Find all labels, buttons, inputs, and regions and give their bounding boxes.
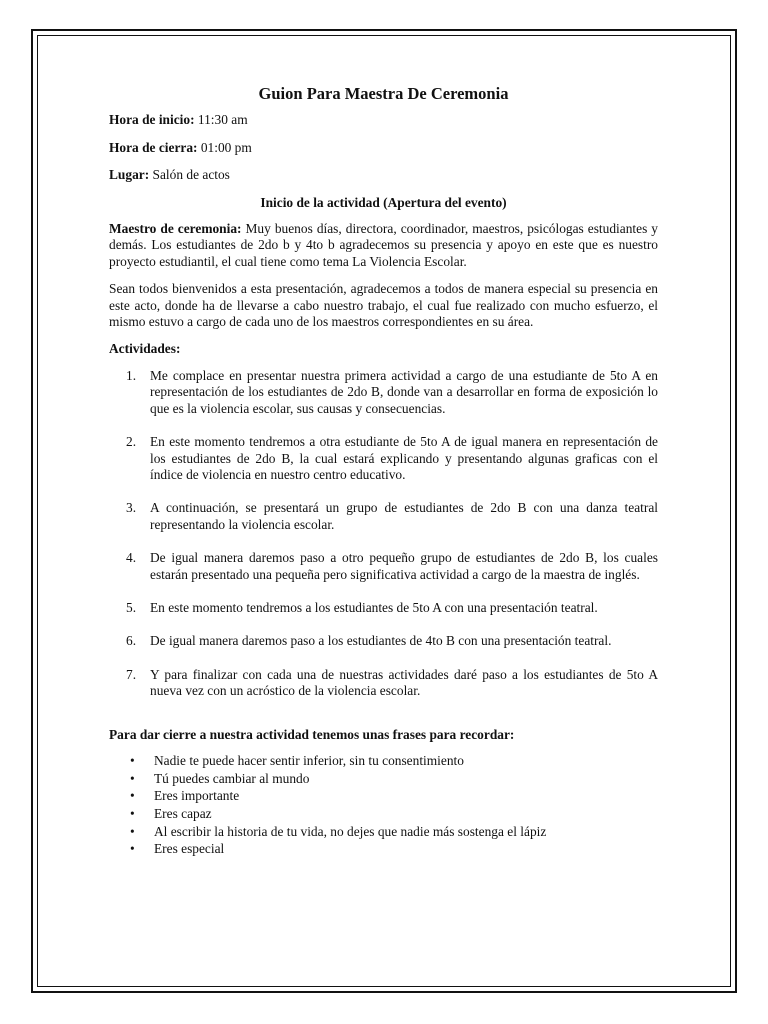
- end-time-value: 01:00 pm: [197, 139, 252, 155]
- list-item: [109, 633, 658, 649]
- list-number: 2.: [126, 434, 137, 450]
- activities-label: Actividades:: [109, 341, 181, 357]
- list-number: 3.: [126, 500, 137, 516]
- end-time-label: Hora de cierra:: [109, 139, 198, 155]
- list-item: [109, 667, 658, 700]
- list-number: 6.: [126, 633, 137, 649]
- phrase-text: Eres capaz: [154, 806, 212, 822]
- list-number: 5.: [126, 599, 137, 615]
- list-item: [109, 434, 658, 483]
- bullet-icon: •: [130, 752, 135, 768]
- list-text: En este momento tendremos a los estudiantes de 5to A con una presentación teatral.: [150, 599, 598, 615]
- closing-heading: Para dar cierre a nuestra actividad tenemos unas frases para recordar:: [109, 726, 515, 742]
- phrase-text: Eres especial: [154, 841, 225, 857]
- list-text: De igual manera daremos paso a otro pequeño grupo de estudiantes de 2do B, los cuales estarán presentado una pequeña pero significativa actividad a cargo de la maestra de inglés.: [150, 550, 658, 582]
- list-text: De igual manera daremos paso a los estudiantes de 4to B con una presentación teatral.: [150, 633, 612, 649]
- section-heading: Inicio de la actividad (Apertura del evento): [260, 194, 507, 210]
- start-time-value: 11:30 am: [194, 112, 248, 128]
- list-text: Me complace en presentar nuestra primera actividad a cargo de una estudiante de 5to A en representación de los estudiantes de 2do B, donde van a desarrollar en forma de exposición lo que es la violencia escolar, sus causas y consecuencias.: [150, 367, 658, 416]
- welcome-paragraph: Sean todos bienvenidos a esta presentación, agradecemos a todos de manera especial su presencia en este acto, donde ha de llevarse a cabo nuestro trabajo, el cual fue realizado con mucho esfuerzo, el mismo estuvo a cargo de cada uno de los maestros correspondientes en su área.: [109, 281, 658, 330]
- phrase-text: Al escribir la historia de tu vida, no dejes que nadie más sostenga el lápiz: [154, 823, 547, 839]
- list-text: A continuación, se presentará un grupo de estudiantes de 2do B con una danza teatral representando la violencia escolar.: [150, 500, 658, 532]
- intro-paragraph: [109, 221, 658, 270]
- list-item: [109, 788, 658, 804]
- list-item: [109, 824, 658, 840]
- place-value: Salón de actos: [149, 167, 230, 183]
- list-item: [109, 550, 658, 583]
- document-title: Guion Para Maestra De Ceremonia: [258, 84, 509, 103]
- phrases-list: [109, 753, 658, 858]
- speaker-label: Maestro de ceremonia:: [109, 221, 242, 237]
- bullet-icon: •: [130, 823, 135, 839]
- bullet-icon: •: [130, 788, 135, 804]
- list-number: 4.: [126, 550, 137, 566]
- list-number: 1.: [126, 367, 137, 383]
- phrase-text: Tú puedes cambiar al mundo: [154, 770, 310, 786]
- list-item: [109, 806, 658, 822]
- phrase-text: Nadie te puede hacer sentir inferior, sin tu consentimiento: [154, 752, 464, 768]
- start-time-label: Hora de inicio:: [109, 112, 195, 128]
- bullet-icon: •: [130, 806, 135, 822]
- list-item: [109, 841, 658, 857]
- list-text: Y para finalizar con cada una de nuestras actividades daré paso a los estudiantes de 5to A nueva vez con un acróstico de la violencia escolar.: [150, 666, 658, 699]
- list-number: 7.: [126, 666, 137, 682]
- list-item: [109, 600, 658, 616]
- list-item: [109, 368, 658, 417]
- bullet-icon: •: [130, 841, 135, 857]
- intro-text: Muy buenos días, directora, coordinador, maestros, psicólogas estudiantes y demás. Los estudiantes de 2do b y 4to b agradecemos su presencia y apoyo en este que es nuestro proyecto estudiantil, el cual tiene como tema La Violencia Escolar.: [109, 221, 658, 269]
- activities-list: [109, 368, 658, 700]
- bullet-icon: •: [130, 770, 135, 786]
- phrase-text: Eres importante: [154, 788, 240, 804]
- list-item: [109, 771, 658, 787]
- end-time-field: [109, 140, 658, 156]
- list-item: [109, 753, 658, 769]
- start-time-field: [109, 112, 658, 128]
- place-field: [109, 167, 658, 183]
- list-text: En este momento tendremos a otra estudiante de 5to A de igual manera en representación de los estudiantes de 2do B, la cual estará explicando y presentando algunas graficas con el índice de violencia en nuestro centro educativo.: [150, 434, 658, 482]
- list-item: [109, 500, 658, 533]
- document-body: [109, 86, 658, 859]
- place-label: Lugar:: [109, 167, 150, 183]
